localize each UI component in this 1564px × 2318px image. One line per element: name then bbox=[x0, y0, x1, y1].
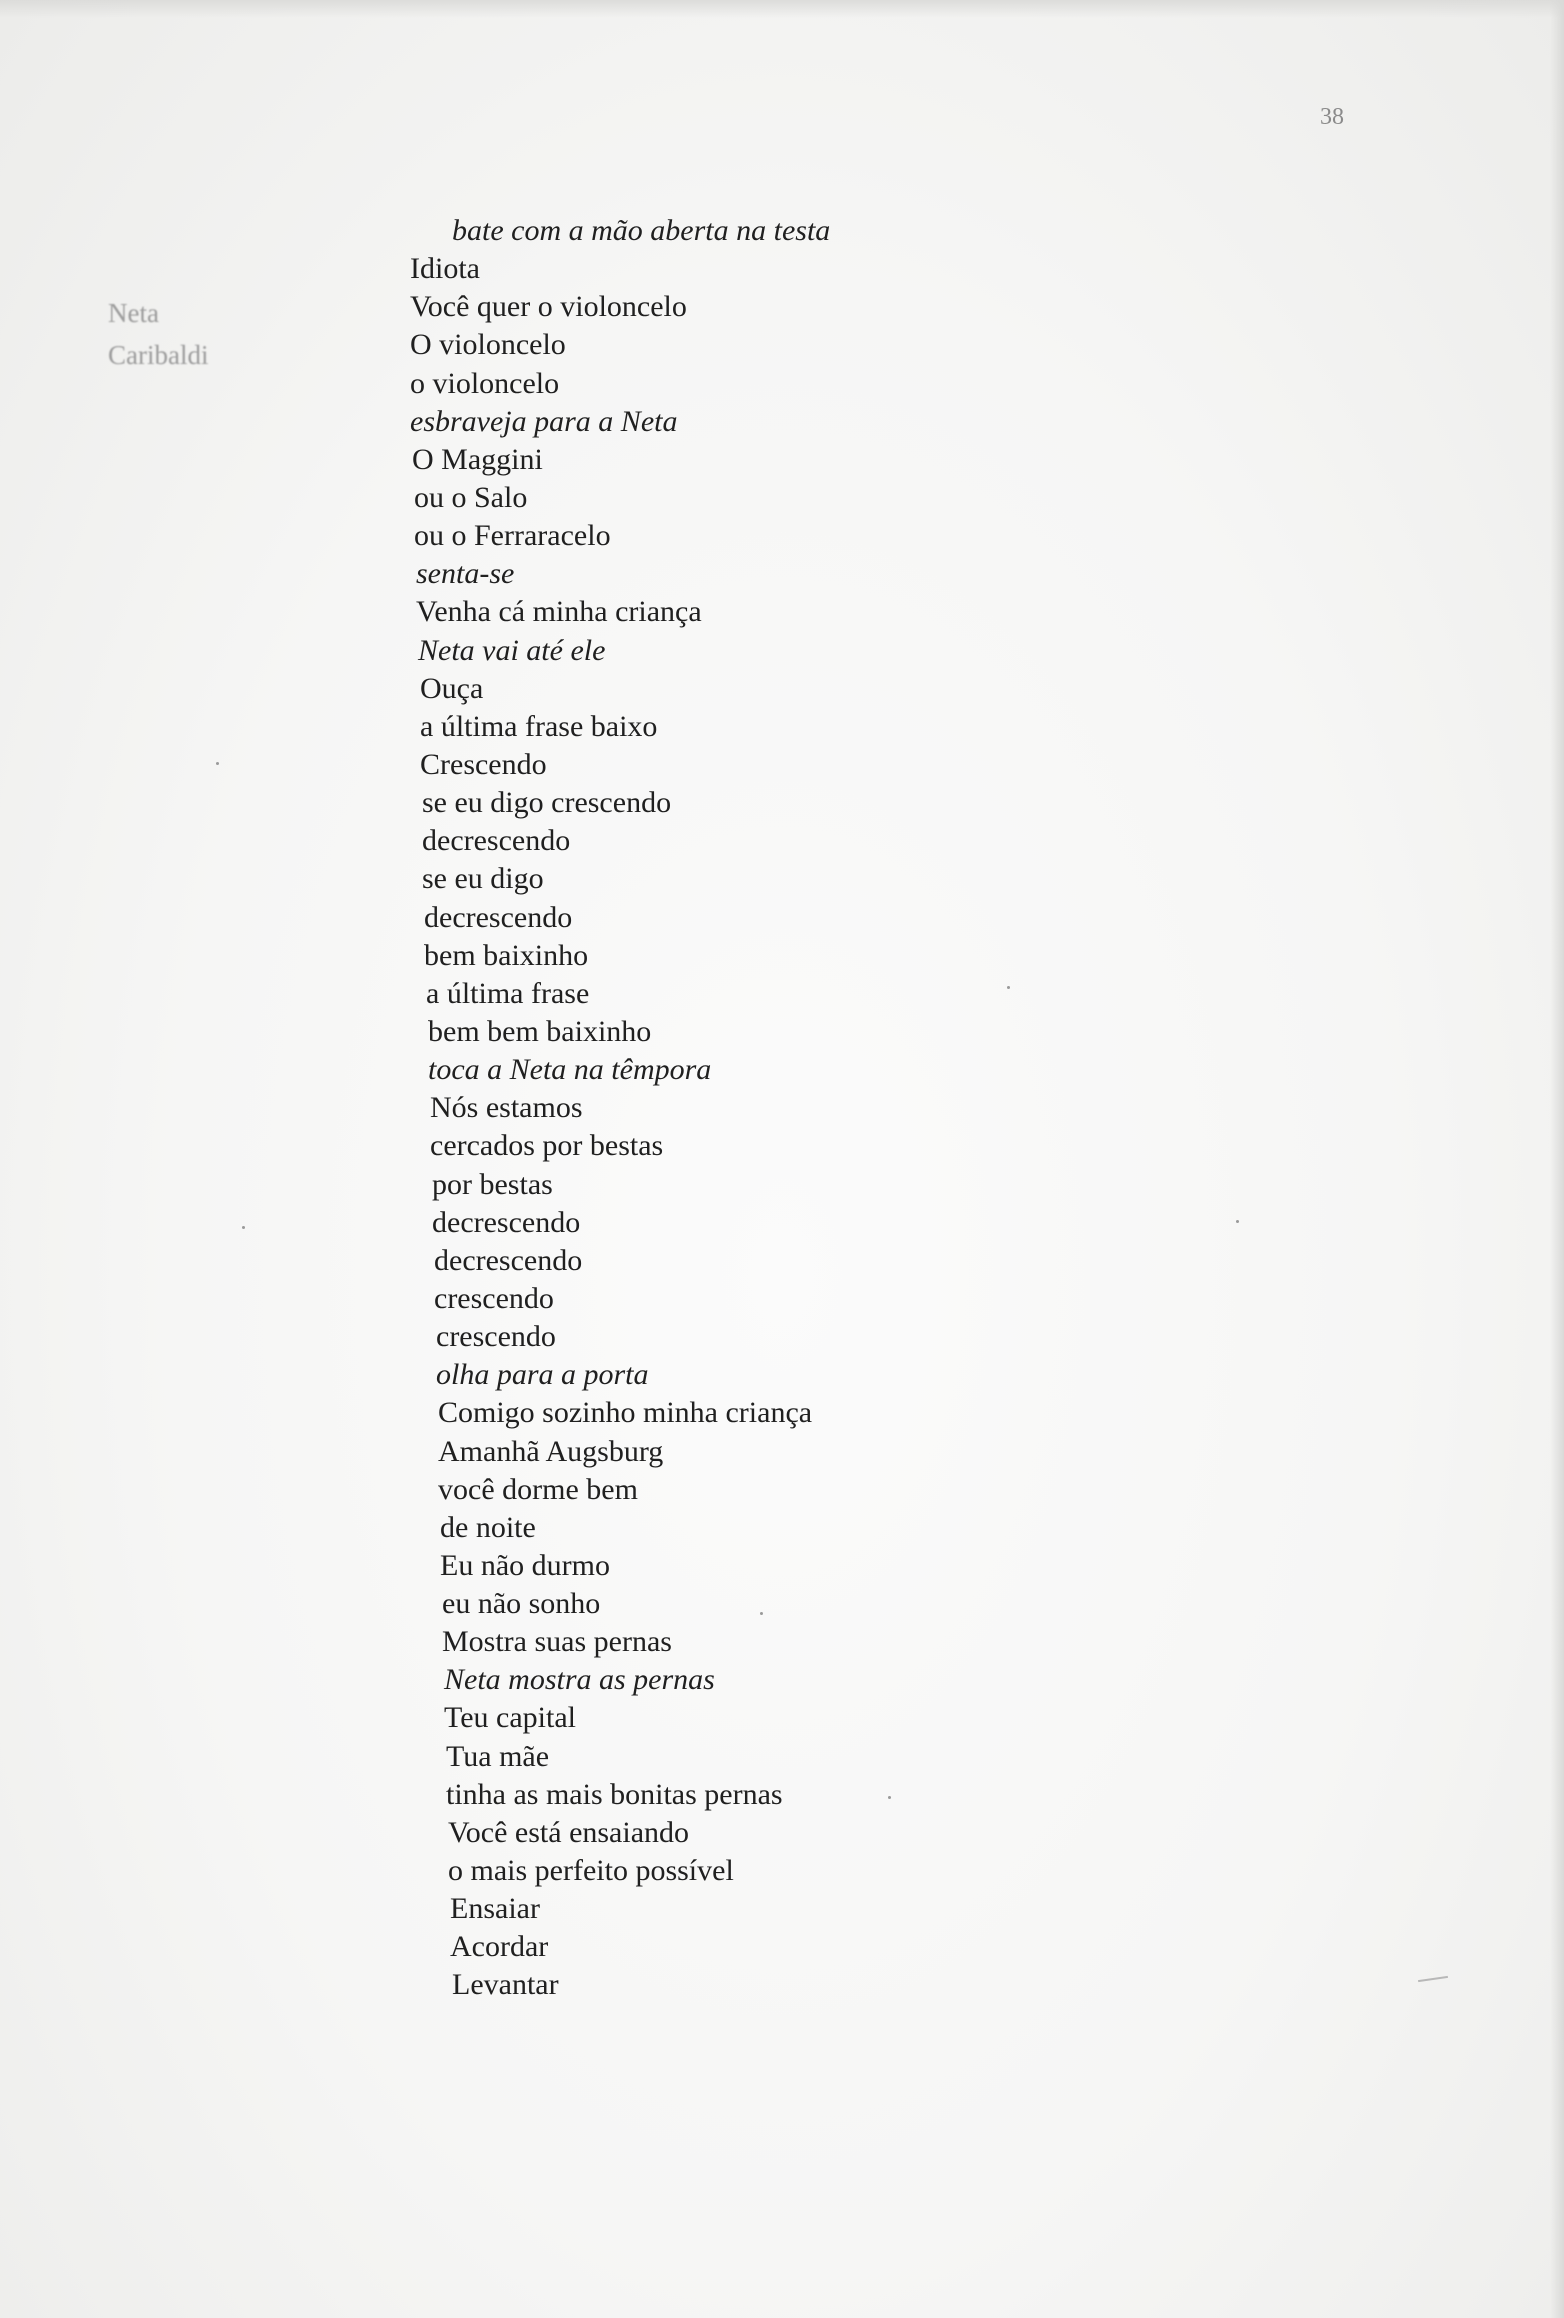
speaker-names bbox=[108, 292, 208, 376]
dialogue-line: bem bem baixinho bbox=[428, 1014, 652, 1048]
dialogue-line: decrescendo bbox=[422, 824, 571, 858]
dialogue-line: Nós estamos bbox=[430, 1091, 583, 1125]
dialogue-line: tinha as mais bonitas pernas bbox=[446, 1777, 783, 1811]
scan-speck bbox=[888, 1796, 891, 1799]
stage-direction: olha para a porta bbox=[436, 1358, 649, 1392]
dialogue-line: a última frase baixo bbox=[420, 709, 658, 743]
dialogue-line: o violoncelo bbox=[410, 366, 560, 400]
stage-direction: esbraveja para a Neta bbox=[410, 404, 678, 438]
dialogue-line: Mostra suas pernas bbox=[442, 1625, 672, 1659]
dialogue-line: Amanhã Augsburg bbox=[438, 1434, 664, 1468]
dialogue-line: cercados por bestas bbox=[430, 1129, 664, 1163]
dialogue-line: crescendo bbox=[436, 1320, 556, 1354]
page-number: 38 bbox=[1320, 104, 1344, 130]
dialogue-line: decrescendo bbox=[434, 1243, 583, 1277]
speaker-name: Caribaldi bbox=[108, 340, 209, 370]
dialogue-line: se eu digo crescendo bbox=[422, 786, 672, 820]
scan-scuff bbox=[1418, 1976, 1448, 1982]
scan-top-shadow bbox=[0, 0, 1564, 18]
dialogue-line: bem baixinho bbox=[424, 938, 589, 972]
dialogue-line: Comigo sozinho minha criança bbox=[438, 1396, 813, 1430]
scan-speck bbox=[1236, 1220, 1239, 1223]
dialogue-line: decrescendo bbox=[432, 1205, 581, 1239]
dialogue-line: Venha cá minha criança bbox=[416, 595, 702, 629]
stage-direction: Neta vai até ele bbox=[418, 633, 606, 667]
scan-speck bbox=[760, 1612, 763, 1615]
dialogue-line: eu não sonho bbox=[442, 1587, 601, 1621]
dialogue-line: Você está ensaiando bbox=[448, 1815, 690, 1849]
dialogue-line: por bestas bbox=[432, 1167, 553, 1201]
stage-direction: senta-se bbox=[416, 557, 515, 591]
dialogue-line: Crescendo bbox=[420, 747, 547, 781]
dialogue-line: Você quer o violoncelo bbox=[410, 290, 687, 324]
dialogue-line: ou o Ferraracelo bbox=[414, 519, 611, 553]
dialogue-line: decrescendo bbox=[424, 900, 573, 934]
stage-direction: bate com a mão aberta na testa bbox=[452, 214, 831, 247]
stage-direction: Neta mostra as pernas bbox=[444, 1663, 715, 1697]
dialogue-line: Ouça bbox=[420, 671, 484, 705]
dialogue-line: ou o Salo bbox=[414, 480, 528, 514]
dialogue-line: Ensaiar bbox=[450, 1892, 540, 1926]
scan-right-edge bbox=[1550, 0, 1564, 2318]
dialogue-line: crescendo bbox=[434, 1281, 554, 1315]
dialogue-line: o mais perfeito possível bbox=[448, 1854, 734, 1888]
scan-speck bbox=[242, 1226, 245, 1229]
scan-speck bbox=[216, 762, 219, 765]
dialogue-line: Acordar bbox=[450, 1930, 549, 1964]
dialogue-text bbox=[406, 212, 830, 2005]
dialogue-line: Levantar bbox=[452, 1968, 559, 2002]
dialogue-line: se eu digo bbox=[422, 862, 544, 896]
speaker-name: Neta bbox=[108, 298, 159, 328]
dialogue-line: Idiota bbox=[410, 252, 480, 286]
dialogue-line: O violoncelo bbox=[410, 328, 566, 362]
dialogue-line: você dorme bem bbox=[438, 1472, 638, 1506]
dialogue-line: a última frase bbox=[426, 976, 590, 1010]
dialogue-line: Tua mãe bbox=[446, 1739, 550, 1773]
dialogue-line: Eu não durmo bbox=[440, 1548, 610, 1582]
stage-direction: toca a Neta na têmpora bbox=[428, 1053, 712, 1087]
scan-speck bbox=[1007, 986, 1010, 989]
dialogue-line: O Maggini bbox=[412, 442, 543, 476]
dialogue-line: de noite bbox=[440, 1510, 536, 1544]
dialogue-line: Teu capital bbox=[444, 1701, 576, 1735]
